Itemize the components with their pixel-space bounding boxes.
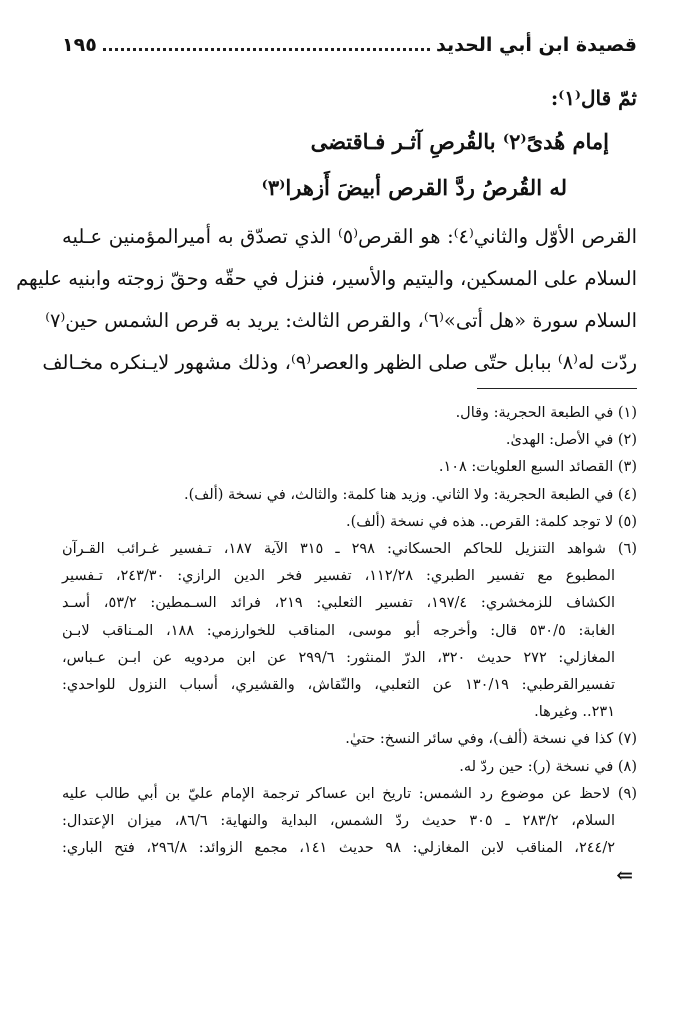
footnote-2: (٢) في الأصل: الهدىٰ. [505,432,637,449]
footnote-separator [477,388,637,389]
footnote-3: (٣) القصائد السبع العلويات: ١٠٨. [438,459,637,476]
page-number: ١٩٥ [62,34,97,56]
footnote-9: (٩) لاحظ عن موضوع رد الشمس: تاريخ ابن عساكر ترجمة الإمام عليّ بن أبي طالب عليه السلام، ٢٨٣/٢ ـ ٣٠٥ حديث ردّ الشمس، البداية والنهاية: ٨٦/٦، ميزان الإعتدال: ٢٤٤/٢، المناقب لابن المغازلي: ٩٨ حديث ١٤١، مجمع الزوائد: ٢٩٦/٨، فتح الباري: [62,785,637,857]
commentary-line: السلام على المسكين، واليتيم والأسير، فنزل في حقّه وحقّ زوجته وابنيه عليهم [16,267,637,290]
footnote-4: (٤) في الطبعة الحجرية: ولا الثاني. وزيد هنا كلمة: والثالث، في نسخة (ألف). [184,486,637,503]
intro-line: ثمّ قال⁽١⁾: [550,86,637,110]
header-dot-leader [103,48,430,51]
footnote-1: (١) في الطبعة الحجرية: وقال. [455,405,637,421]
header-title: قصيدة ابن أبي الحديد [436,34,637,56]
commentary-line: ردّت له⁽٨⁾ ببابل حتّى صلى الظهر والعصر⁽٩⁾، وذلك مشهور لايـنكره مخـالف [42,351,637,374]
commentary-paragraph [16,216,638,384]
commentary-line: القرص الأوّل والثاني⁽٤⁾: هو القرص⁽٥⁾ الذي تصدّق به أميرالمؤمنين عـليه [62,225,638,248]
footnote-8: (٨) في نسخة (ر): حين ردّ له. [459,758,637,775]
main-text [16,78,638,384]
footnote-6: (٦) شواهد التنزيل للحاكم الحسكاني: ٢٩٨ ـ ٣١٥ الآية ١٨٧، تـفسير غـرائب القـرآن المطبوع مع تفسير الطبري: ١١٢/٢٨، تفسير فخر الدين الرازي: ٢٤٣/٣٠، تـفسير الكشاف للزمخشري: ١٩٧/٤، تفسير الثعلبي: ٢١٩، فرائد السـمطين: ٥٣/٢، أسـد الغابة: ٥٣٠/٥ قال: وأخرجه أبو موسى، المناقب للخوارزمي: ١٨٨، المـناقب لابـن المغازلي: ٢٧٢ حديث ٣٢٠، الدرّ المنثور: ٢٩٩/٦ عن ابن مردويه عن ابـن عـباس، تفسيرالقرطبي: ١٣٠/١٩ عن الثعلبي، والنّقاش، والقشيري، أسباب النزول للواحدي: ٢٣١.. وغيرها. [62,541,637,721]
continuation-arrow-icon: ⇐ [616,863,633,888]
commentary-line: السلام سورة «هل أتى»⁽٦⁾، والقرص الثالث: يريد به قرص الشمس حين⁽٧⁾ [45,309,637,332]
running-header [62,30,637,60]
footnote-7: (٧) كذا في نسخة (ألف)، وفي سائر النسخ: حتيٰ. [345,731,637,748]
footnotes [62,400,637,888]
verse-second-hemistich: له القُرصُ ردَّ القرص أبيضَ أَزهرا⁽٣⁾ [261,175,567,200]
footnote-5: (٥) لا توجد كلمة: القرص.. هذه في نسخة (ألف). [345,513,637,530]
verse-first-hemistich: إمام هُدىً⁽٢⁾ بالقُرصِ آثـر فـاقتضى [310,129,609,154]
